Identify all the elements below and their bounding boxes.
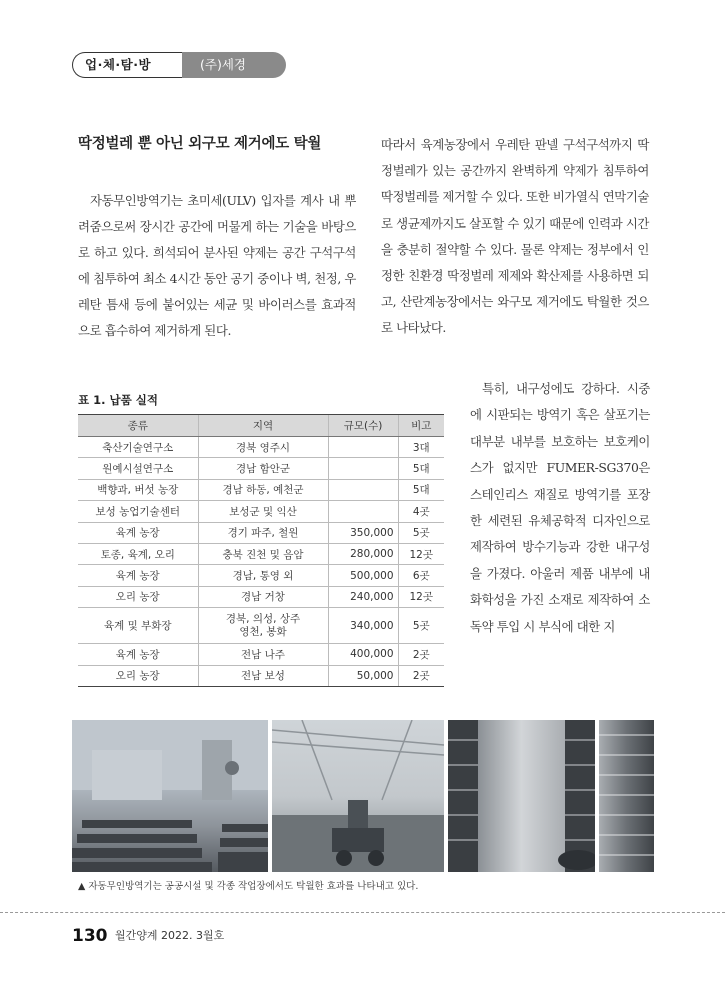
table-cell: 50,000 <box>328 665 398 686</box>
delivery-table <box>78 414 444 687</box>
table-cell: 6곳 <box>398 565 444 586</box>
table-row <box>78 644 444 665</box>
table-cell: 경남 거창 <box>198 586 328 607</box>
right-column <box>381 132 649 342</box>
table-row <box>78 543 444 564</box>
table-cell <box>328 437 398 458</box>
left-paragraph: 자동무인방역기는 초미세(ULV) 입자를 계사 내 뿌려줌으로써 장시간 공간에 머물게 하는 기술을 바탕으로 하고 있다. 희석되어 분사된 약제는 공간 구석구석에 침투하여 최소 4시간 동안 공기 중이나 벽, 천정, 우레탄 틈새 등에 붙어있는 세균 및 바이러스를 효과적으로 흡수하여 제거하게 된다. <box>78 193 356 338</box>
table-cell <box>328 458 398 479</box>
section-tab <box>72 52 286 78</box>
publication-name: 월간양계 2022. 3월호 <box>115 929 225 942</box>
table-row <box>78 608 444 644</box>
table-cell: 육계 농장 <box>78 522 198 543</box>
table-cell: 경북, 의성, 상주 영천, 봉화 <box>198 608 328 644</box>
table-row <box>78 586 444 607</box>
table-row <box>78 479 444 500</box>
company-label: (주)세경 <box>182 52 286 78</box>
table-row <box>78 437 444 458</box>
table-cell: 2곳 <box>398 665 444 686</box>
table-cell: 오리 농장 <box>78 665 198 686</box>
table-cell: 오리 농장 <box>78 586 198 607</box>
table-cell: 전남 보성 <box>198 665 328 686</box>
table-cell <box>328 479 398 500</box>
table-cell: 육계 농장 <box>78 565 198 586</box>
table-row <box>78 458 444 479</box>
table-cell: 경북 영주시 <box>198 437 328 458</box>
table-cell: 240,000 <box>328 586 398 607</box>
table-cell: 육계 농장 <box>78 644 198 665</box>
table-cell: 3대 <box>398 437 444 458</box>
table-row <box>78 501 444 522</box>
table-cell: 350,000 <box>328 522 398 543</box>
table-cell: 4곳 <box>398 501 444 522</box>
table-cell: 보성군 및 익산 <box>198 501 328 522</box>
table-cell: 경남, 통영 외 <box>198 565 328 586</box>
table-cell: 280,000 <box>328 543 398 564</box>
page-footer <box>72 926 224 946</box>
header-cell: 종류 <box>78 415 198 437</box>
header-cell: 비고 <box>398 415 444 437</box>
photo-cage-aisle <box>448 720 595 872</box>
table-row <box>78 565 444 586</box>
header-cell: 규모(수) <box>328 415 398 437</box>
table-cell: 400,000 <box>328 644 398 665</box>
table-cell: 12곳 <box>398 586 444 607</box>
table-cell: 500,000 <box>328 565 398 586</box>
table-title: 표 1. 납품 실적 <box>78 393 158 407</box>
table-header-row <box>78 415 444 437</box>
table-cell: 5곳 <box>398 522 444 543</box>
left-column <box>78 188 356 344</box>
header-cell: 지역 <box>198 415 328 437</box>
table-cell: 5대 <box>398 458 444 479</box>
table-cell: 토종, 육계, 오리 <box>78 543 198 564</box>
table-row <box>78 665 444 686</box>
table-cell: 전남 나주 <box>198 644 328 665</box>
table-cell: 경기 파주, 철원 <box>198 522 328 543</box>
table-cell: 12곳 <box>398 543 444 564</box>
photo-caption: ▲ 자동무인방역기는 공공시설 및 각종 작업장에서도 탁월한 효과를 나타내고 있다. <box>78 881 419 892</box>
table-cell: 보성 농업기술센터 <box>78 501 198 522</box>
table-row <box>78 522 444 543</box>
right-paragraph-2: 특히, 내구성에도 강하다. 시중에 시판되는 방역기 혹은 살포기는 대부분 내부를 보호하는 보호케이스가 없지만 FUMER-SG370은 스테인리스 재질로 방역기를 포장한 세련된 유체공학적 디자인으로 제작하여 방수기능과 강한 내구성을 가졌다. 아울러 제품 내부에 내화학성을 가진 소재로 제작하여 소독약 투입 시 부식에 대한 지 <box>470 381 650 634</box>
table-cell: 2곳 <box>398 644 444 665</box>
page-number: 130 <box>72 926 108 946</box>
table-cell: 340,000 <box>328 608 398 644</box>
table-cell: 5대 <box>398 479 444 500</box>
article-heading: 딱정벌레 뿐 아닌 외구모 제거에도 탁월 <box>78 136 322 152</box>
photo-cage-rack <box>599 720 654 872</box>
table-cell: 경남 하동, 예천군 <box>198 479 328 500</box>
table-cell: 육계 및 부화장 <box>78 608 198 644</box>
table-cell <box>328 501 398 522</box>
table-cell: 축산기술연구소 <box>78 437 198 458</box>
right-paragraph-1: 따라서 육계농장에서 우레탄 판넬 구석구석까지 딱정벌레가 있는 공간까지 완벽하게 약제가 침투하여 딱정벌레를 제거할 수 있다. 또한 비가열식 연막기술로 생균제까지도 살포할 수 있기 때문에 인력과 시간을 충분히 절약할 수 있다. 물론 약제는 정부에서 인정한 친환경 딱정벌레 제제와 확산제를 사용하면 되고, 산란계농장에서는 와구모 제거에도 탁월한 것으로 나타났다. <box>381 137 649 336</box>
right-column-lower <box>470 376 650 640</box>
table-cell: 충북 진천 및 음암 <box>198 543 328 564</box>
footer-divider <box>0 912 725 913</box>
table-cell: 원예시설연구소 <box>78 458 198 479</box>
photo-auditorium <box>72 720 268 872</box>
table-cell: 5곳 <box>398 608 444 644</box>
section-label: 업·체·탐·방 <box>72 52 184 78</box>
table-cell: 경남 함안군 <box>198 458 328 479</box>
photo-greenhouse <box>272 720 444 872</box>
table-cell: 백향과, 버섯 농장 <box>78 479 198 500</box>
